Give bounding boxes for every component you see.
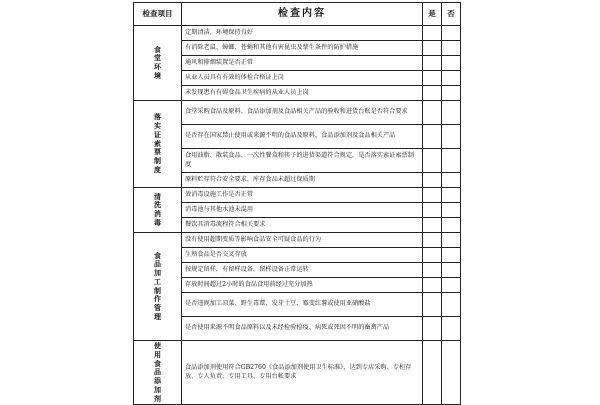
check-item: 从业人员具有有效的体检合格证上岗 <box>182 71 423 86</box>
section-category: 使用食品添加剂 <box>134 341 182 405</box>
yes-checkbox-cell[interactable] <box>423 278 442 293</box>
yes-checkbox-cell[interactable] <box>423 203 442 218</box>
check-item: 效消毒设施工作是否正常 <box>182 188 423 203</box>
inspection-table <box>133 2 461 405</box>
no-checkbox-cell[interactable] <box>442 26 461 41</box>
yes-checkbox-cell[interactable] <box>423 188 442 203</box>
check-item: 是否违规加工凉菜、野生毒蕈、发芽土豆、霉变红薯或使用亚硝酸盐 <box>182 293 423 317</box>
table-row <box>134 125 461 149</box>
no-checkbox-cell[interactable] <box>442 56 461 71</box>
check-item: 未发现患有有碍食品卫生疾病的从业人员上岗 <box>182 86 423 101</box>
check-item: 原料贮存符合安全要求，库存食品未超过保质期 <box>182 173 423 188</box>
no-checkbox-cell[interactable] <box>442 317 461 341</box>
yes-checkbox-cell[interactable] <box>423 71 442 86</box>
no-checkbox-cell[interactable] <box>442 71 461 86</box>
table-row <box>134 26 461 41</box>
no-checkbox-cell[interactable] <box>442 263 461 278</box>
header-no: 否 <box>442 3 461 26</box>
check-item: 消毒池与其他水池未混用 <box>182 203 423 218</box>
check-item: 通风和排烟装置是否正常 <box>182 56 423 71</box>
check-item: 没有使用超期变质等影响食品安全可疑食品的行为 <box>182 233 423 248</box>
table-row <box>134 263 461 278</box>
no-checkbox-cell[interactable] <box>442 203 461 218</box>
table-row <box>134 248 461 263</box>
check-item: 是否使用来源不明食品原料以及未经检验检疫、病死或死因不明的畜禽产品 <box>182 317 423 341</box>
section-category: 清洗消毒 <box>134 188 182 233</box>
check-item: 有消除老鼠、蟑螂、苍蝇和其他有害昆虫及孳生条件的防护措施 <box>182 41 423 56</box>
table-row <box>134 341 461 405</box>
check-item: 按规定留样，有留样设备，留样设备正常运转 <box>182 263 423 278</box>
yes-checkbox-cell[interactable] <box>423 218 442 233</box>
no-checkbox-cell[interactable] <box>442 341 461 405</box>
table-row <box>134 149 461 173</box>
check-item: 食堂采购食品及原料、食品添加剂及食品相关产品的验收和进货台账是否符合要求 <box>182 101 423 125</box>
no-checkbox-cell[interactable] <box>442 248 461 263</box>
check-item: 存放时间超过2小时的食品食用前经过充分加热 <box>182 278 423 293</box>
check-item: 食品添加剂使用符合GB2760《食品添加剂使用卫生标准》，达到专店采购、专柜存放、专人负责、专用工具、专用台帐要求 <box>182 341 423 405</box>
yes-checkbox-cell[interactable] <box>423 56 442 71</box>
yes-checkbox-cell[interactable] <box>423 125 442 149</box>
table-row <box>134 317 461 341</box>
yes-checkbox-cell[interactable] <box>423 248 442 263</box>
check-item: 定期清洁，环境保持良好 <box>182 26 423 41</box>
check-item: 生熟食品是否交叉存放 <box>182 248 423 263</box>
no-checkbox-cell[interactable] <box>442 278 461 293</box>
yes-checkbox-cell[interactable] <box>423 26 442 41</box>
header-content: 检查内容 <box>182 3 423 26</box>
yes-checkbox-cell[interactable] <box>423 263 442 278</box>
no-checkbox-cell[interactable] <box>442 233 461 248</box>
yes-checkbox-cell[interactable] <box>423 41 442 56</box>
section-category: 食堂环境 <box>134 26 182 101</box>
header-category: 检查项目 <box>134 3 182 26</box>
no-checkbox-cell[interactable] <box>442 188 461 203</box>
check-item: 餐饮具消毒流程符合相关要求 <box>182 218 423 233</box>
table-row <box>134 41 461 56</box>
yes-checkbox-cell[interactable] <box>423 341 442 405</box>
no-checkbox-cell[interactable] <box>442 149 461 173</box>
table-row <box>134 188 461 203</box>
table-row <box>134 101 461 125</box>
yes-checkbox-cell[interactable] <box>423 101 442 125</box>
yes-checkbox-cell[interactable] <box>423 173 442 188</box>
no-checkbox-cell[interactable] <box>442 125 461 149</box>
section-category: 落实证索票制度 <box>134 101 182 188</box>
yes-checkbox-cell[interactable] <box>423 86 442 101</box>
section-category: 食品加工制作管理 <box>134 233 182 341</box>
yes-checkbox-cell[interactable] <box>423 293 442 317</box>
no-checkbox-cell[interactable] <box>442 41 461 56</box>
table-row <box>134 71 461 86</box>
no-checkbox-cell[interactable] <box>442 86 461 101</box>
no-checkbox-cell[interactable] <box>442 173 461 188</box>
yes-checkbox-cell[interactable] <box>423 149 442 173</box>
table-row <box>134 233 461 248</box>
header-row <box>134 3 461 26</box>
no-checkbox-cell[interactable] <box>442 218 461 233</box>
no-checkbox-cell[interactable] <box>442 101 461 125</box>
table-row <box>134 293 461 317</box>
header-yes: 是 <box>423 3 442 26</box>
table-row <box>134 218 461 233</box>
table-row <box>134 173 461 188</box>
table-row <box>134 56 461 71</box>
yes-checkbox-cell[interactable] <box>423 317 442 341</box>
check-item: 食用油脂、散装食品、一次性餐盒和筷子的进货渠道符合规定，是否落实索证索票制度 <box>182 149 423 173</box>
table-row <box>134 278 461 293</box>
no-checkbox-cell[interactable] <box>442 293 461 317</box>
check-item: 是否存在国家禁止使用或来源不明的食品及原料、食品添加剂及食品相关产品 <box>182 125 423 149</box>
yes-checkbox-cell[interactable] <box>423 233 442 248</box>
table-row <box>134 86 461 101</box>
table-row <box>134 203 461 218</box>
